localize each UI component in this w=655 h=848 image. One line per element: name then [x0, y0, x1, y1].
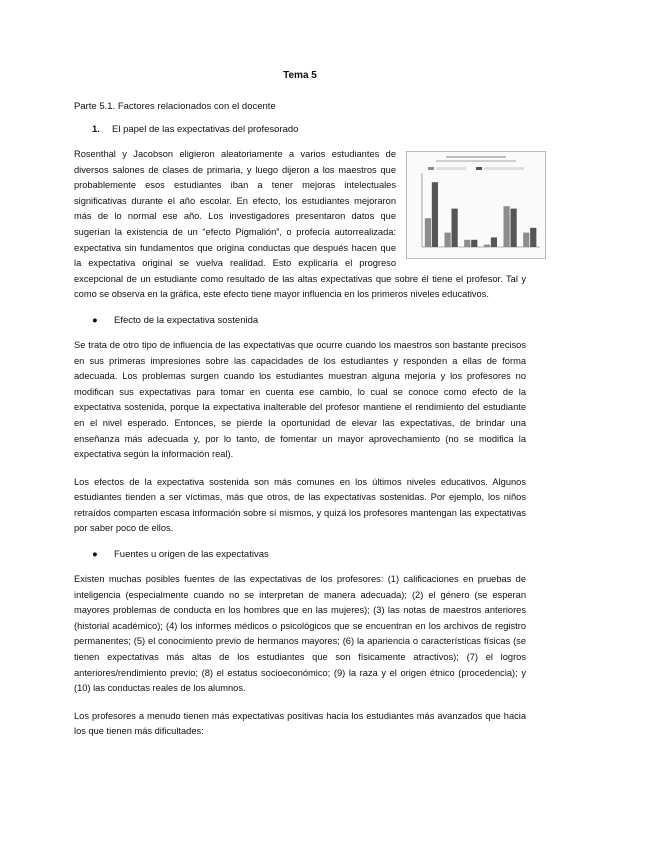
chart-bar: [484, 245, 490, 247]
legend-swatch-1: [428, 167, 434, 170]
chart-bar: [464, 240, 470, 247]
legend-swatch-2: [476, 167, 482, 170]
paragraph-2: Se trata de otro tipo de influencia de las expectativas que ocurre cuando los maestros son bastante precisos en sus primeras impresiones sobre las capacidades de los estudiantes y responden a ellas de forma adecuada. Los problemas surgen cuando los estudiantes muestran alguna mejoría y los profesores no modifican sus expectativas para tomar en cuenta ese cambio, lo cual se conoce como efecto de la expectativa sostenida, porque la expectativa inalterable del profesor mantiene el rendimiento del estudiante en el nivel esperado. Entonces, se pierde la oportunidad de elevar las expectativas, de brindar una enseñanza más adecuada y, por lo tanto, de fomentar un mayor aprovechamiento (no se modifica la expectativa según la información real).: [74, 339, 526, 460]
section-title: El papel de las expectativas del profesorado: [112, 124, 299, 135]
bullet-heading-1: [92, 315, 526, 326]
bullet-dot: ●: [92, 549, 98, 561]
chart-title-blur: [446, 156, 506, 158]
chart-bar: [432, 182, 438, 247]
figure-chart: [406, 151, 546, 259]
chart-bar: [471, 240, 477, 247]
bullet-text: Fuentes u origen de las expectativas: [114, 549, 269, 561]
legend-label-1-blur: [436, 167, 466, 170]
paragraph-3: Los efectos de la expectativa sostenida son más comunes en los últimos niveles educativos. Algunos estudiantes tienden a ser víctimas, más que otros, de las expectativas sostenidas. Por ejemplo, los niños retraídos comparten escasa información sobre sí mismos, y quizá los profesores mantengan las expectativas por saber poco de ellos.: [74, 476, 526, 534]
chart-bar: [491, 237, 497, 247]
part-heading: Parte 5.1. Factores relacionados con el docente: [74, 101, 276, 112]
bullet-heading-2: [92, 549, 526, 560]
section-number: 1.: [92, 124, 100, 135]
paragraph-1: Rosenthal y Jacobson eligieron aleatoriamente a varios estudiantes de diversos salones de clases de primaria, y luego dijeron a los maestros que probablemente esos estudiantes iban a tener mejoras intelectuales significativas durante el año escolar. En efecto, los estudiantes mejoraron más de lo normal ese año. Los investigadores presentaron datos que sugerían la existencia de un “efecto Pigmalión”, o profecía autorrealizada: expectativa sin fundamentos que origina conductas que después hacen que la expectativa original se vuelva realidad. Esto explicaría el progreso excepcional de un estudiante como resultado de las altas expectativas que sobre él tiene el profesor. Tal y como se observa en la gráfica, este efecto tiene mayor influencia en los primeros niveles educativos.: [74, 149, 526, 300]
section-heading-1: [92, 124, 526, 135]
bullet-text: Efecto de la expectativa sostenida: [114, 314, 259, 326]
legend-label-2-blur: [484, 167, 524, 170]
document-page: [74, 70, 526, 752]
chart-bar: [523, 233, 529, 247]
chart-bar: [425, 218, 431, 247]
chart-bar: [511, 209, 517, 247]
chart-subtitle-blur: [436, 160, 516, 162]
bullet-dot: ●: [92, 314, 98, 326]
chart-bar: [530, 228, 536, 247]
bar-chart: [406, 151, 546, 259]
document-title: Tema 5: [283, 70, 317, 81]
chart-bar: [504, 206, 510, 247]
chart-bar: [452, 209, 458, 247]
paragraph-4: Existen muchas posibles fuentes de las expectativas de los profesores: (1) calificaciones en pruebas de inteligencia (especialmente cuando no se interpretan de manera adecuada); (2) el género (se esperan mayores problemas de conducta en los hombres que en las mujeres); (3) las notas de maestros anteriores (historial académico); (4) los informes médicos o psicológicos que se encuentran en los archivos de registro permanentes; (5) el conocimiento previo de hermanos mayores; (6) la apariencia o características físicas (se tienen expectativas más altas de los estudiantes que son físicamente atractivos); (7) el logros anteriores/rendimiento previo; (8) el estatus socioeconómico; (9) la raza y el origen étnico (procedencia); y (10) las conductas reales de los alumnos.: [74, 574, 526, 694]
chart-bar: [445, 233, 451, 247]
paragraph-5: Los profesores a menudo tienen más expectativas positivas hacia los estudiantes más avanzados que hacia los que tienen más dificultades:: [74, 710, 526, 737]
